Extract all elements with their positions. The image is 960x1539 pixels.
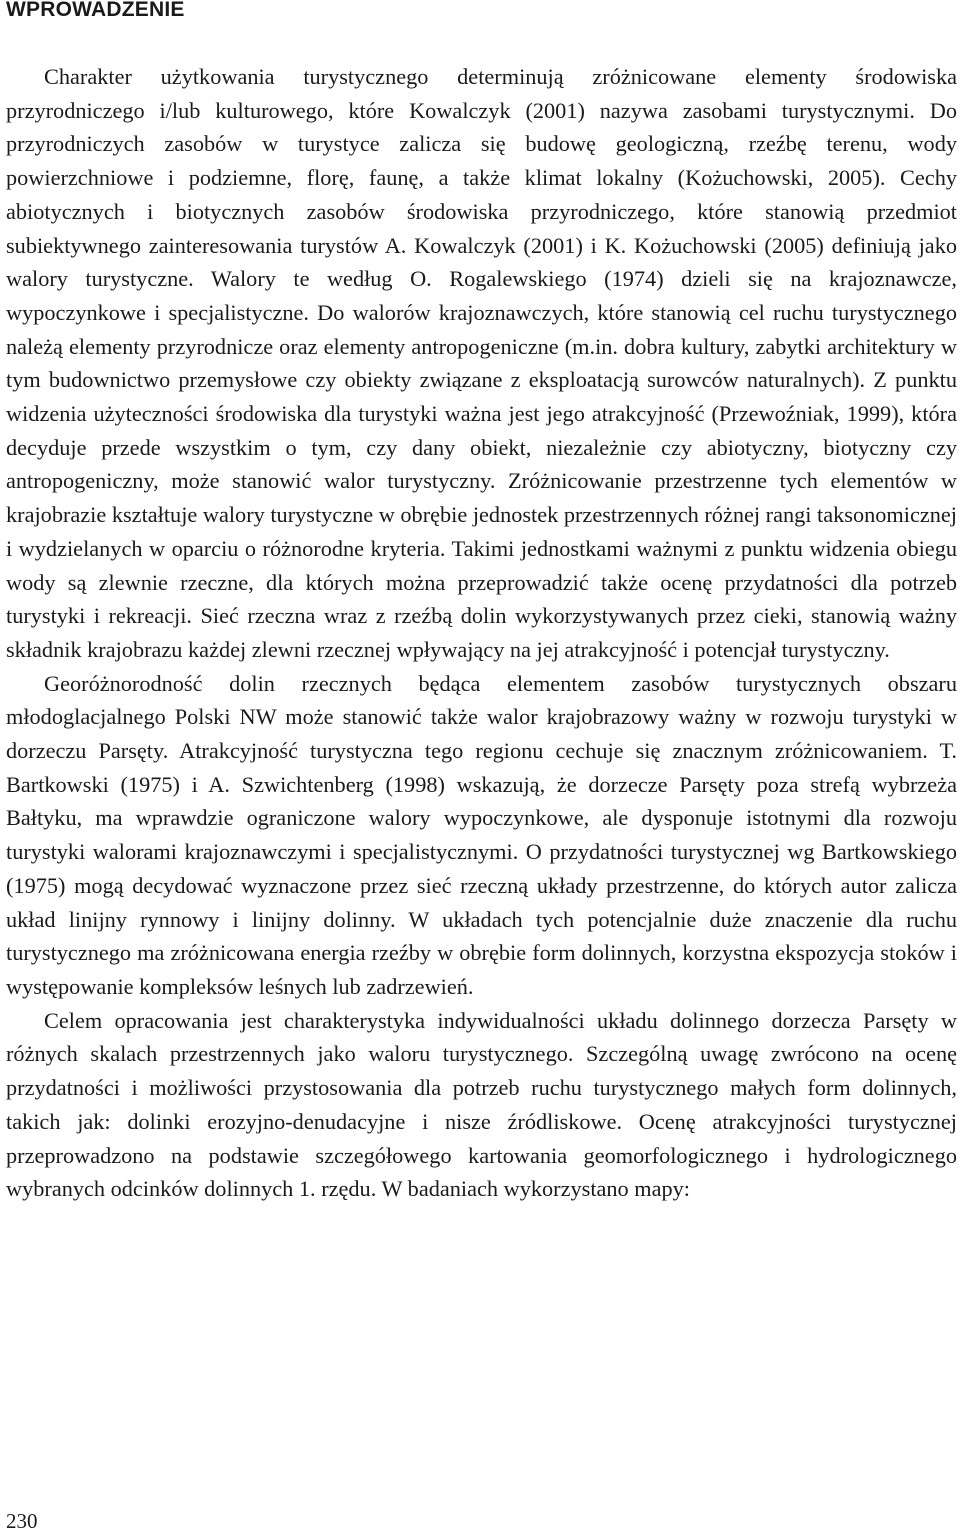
paragraph-1: Charakter użytkowania turystycznego determinują zróżnicowane elementy środowiska przyrodniczego i/lub kulturowego, które Kowalczyk (2001) nazywa zasobami turystycznymi. Do przyrodniczych zasobów w turystyce zalicza się budowę geologiczną, rzeźbę terenu, wody powierzchniowe i podziemne, florę, faunę, a także klimat lokalny (Kożuchowski, 2005). Cechy abiotycznych i biotycznych zasobów środowiska przyrodniczego, które stanowią przedmiot subiektywnego zainteresowania turystów A. Kowalczyk (2001) i K. Kożuchowski (2005) definiują jako walory turystyczne. Walory te według O. Rogalewskiego (1974) dzieli się na krajoznawcze, wypoczynkowe i specjalistyczne. Do walorów krajoznawczych, które stanowią cel ruchu turystycznego należą elementy przyrodnicze oraz elementy antropogeniczne (m.in. dobra kultury, zabytki architektury w tym budownictwo przemysłowe czy obiekty związane z eksploatacją surowców naturalnych). Z punktu widzenia użyteczności środowiska dla turystyki ważna jest jego atrakcyjność (Przewoźniak, 1999), która decyduje przede wszystkim o tym, czy dany obiekt, niezależnie czy abiotyczny, biotyczny czy antropogeniczny, może stanowić walor turystyczny. Zróżnicowanie przestrzenne tych elementów w krajobrazie kształtuje walory turystyczne w obrębie jednostek przestrzennych różnej rangi taksonomicznej i wydzielanych w oparciu o różnorodne kryteria. Takimi jednostkami ważnymi z punktu widzenia obiegu wody są zlewnie rzeczne, dla których można przeprowadzić także ocenę przydatności dla potrzeb turystyki i rekreacji. Sieć rzeczna wraz z rzeźbą dolin wykorzystywanych przez cieki, stanowią ważny składnik krajobrazu każdej zlewni rzecznej wpływający na jej atrakcyjność i potencjał turystyczny. bbox=[6, 64, 957, 662]
paragraph-2: Georóżnorodność dolin rzecznych będąca elementem zasobów turystycznych obszaru młodoglacjalnego Polski NW może stanowić także walor krajobrazowy ważny w rozwoju turystyki w dorzeczu Parsęty. Atrakcyjność turystyczna tego regionu cechuje się znacznym zróżnicowaniem. T. Bartkowski (1975) i A. Szwichtenberg (1998) wskazują, że dorzecze Parsęty poza strefą wybrzeża Bałtyku, ma wprawdzie ograniczone walory wypoczynkowe, ale dysponuje istotnymi dla rozwoju turystyki walorami krajoznawczymi i specjalistycznymi. O przydatności turystycznej wg Bartkowskiego (1975) mogą decydować wyznaczone przez sieć rzeczną układy przestrzenne, do których autor zalicza układ linijny rynnowy i linijny dolinny. W układach tych potencjalnie duże znaczenie dla ruchu turystycznego ma zróżnicowana energia rzeźby w obrębie form dolinnych, korzystna ekspozycja stoków i występowanie kompleksów leśnych lub zadrzewień. bbox=[6, 670, 957, 999]
section-heading: WPROWADZENIE bbox=[6, 0, 185, 21]
page-number: 230 bbox=[6, 1509, 38, 1533]
paragraph-3: Celem opracowania jest charakterystyka indywidualności układu dolinnego dorzecza Parsęty w różnych skalach przestrzennych jako waloru turystycznego. Szczególną uwagę zwrócono na ocenę przydatności i możliwości przystosowania dla potrzeb ruchu turystycznego małych form dolinnych, takich jak: dolinki erozyjno-denudacyjne i nisze źródliskowe. Ocenę atrakcyjności turystycznej przeprowadzono na podstawie szczegółowego kartowania geomorfologicznego i hydrologicznego wybranych odcinków dolinnych 1. rzędu. W badaniach wykorzystano mapy: bbox=[6, 1007, 957, 1202]
page-content bbox=[6, 0, 957, 1206]
